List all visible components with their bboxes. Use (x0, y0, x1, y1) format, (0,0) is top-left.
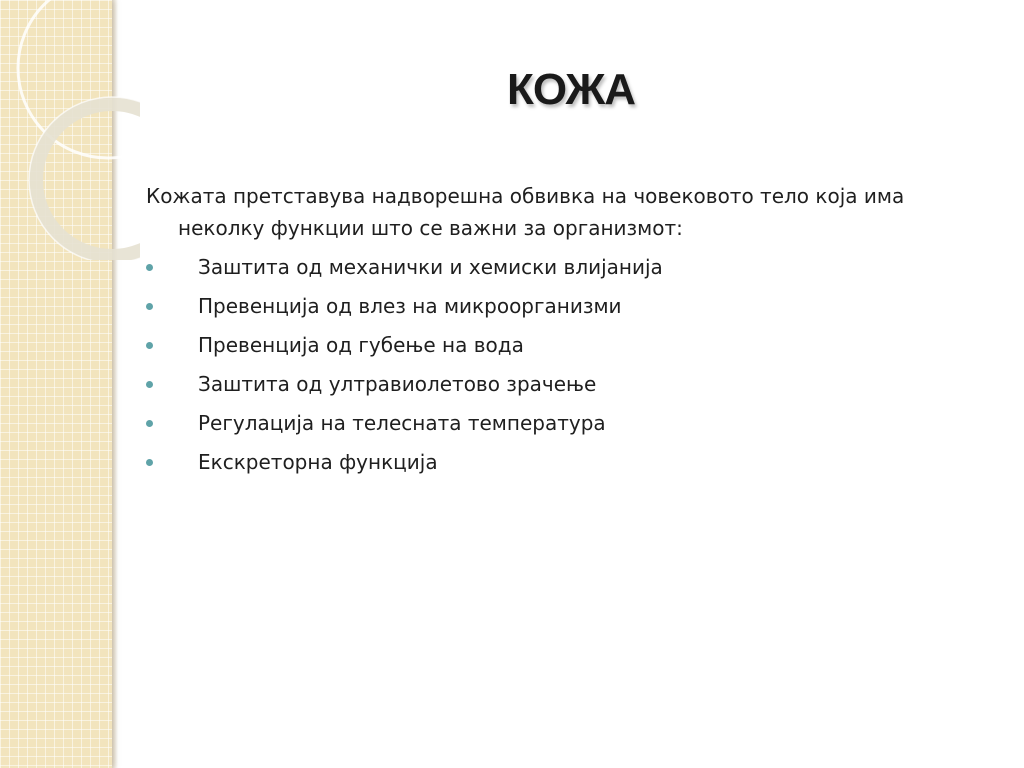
decorative-ring-middle (36, 104, 140, 256)
decorative-ring-middle-outline (29, 97, 140, 260)
bullet-dot-icon (146, 381, 153, 388)
slide-body (146, 180, 966, 482)
bullet-dot-icon (146, 342, 153, 349)
list-item (146, 326, 966, 365)
list-item-text: Превенција од губење на вода (198, 333, 524, 357)
list-item-text: Екскреторна функција (198, 450, 438, 474)
list-item (146, 365, 966, 404)
bullet-dot-icon (146, 303, 153, 310)
intro-paragraph: Кожата претставува надворешна обвивка на човековото тело која има неколку функции што се важни за организмот: (146, 184, 905, 240)
list-item (146, 287, 966, 326)
bullet-dot-icon (146, 264, 153, 271)
bullet-dot-icon (146, 459, 153, 466)
functions-list (146, 248, 966, 482)
list-item (146, 443, 966, 482)
list-item-text: Заштита од ултравиолетово зрачење (198, 372, 597, 396)
list-item-text: Заштита од механички и хемиски влијанија (198, 255, 663, 279)
list-item (146, 404, 966, 443)
list-item (146, 248, 966, 287)
slide-title: КОЖА (506, 65, 636, 114)
list-item-text: Превенција од влез на микроорганизми (198, 294, 622, 318)
list-item-text: Регулација на телесната температура (198, 411, 606, 435)
bullet-dot-icon (146, 420, 153, 427)
decorative-rings (0, 0, 140, 260)
